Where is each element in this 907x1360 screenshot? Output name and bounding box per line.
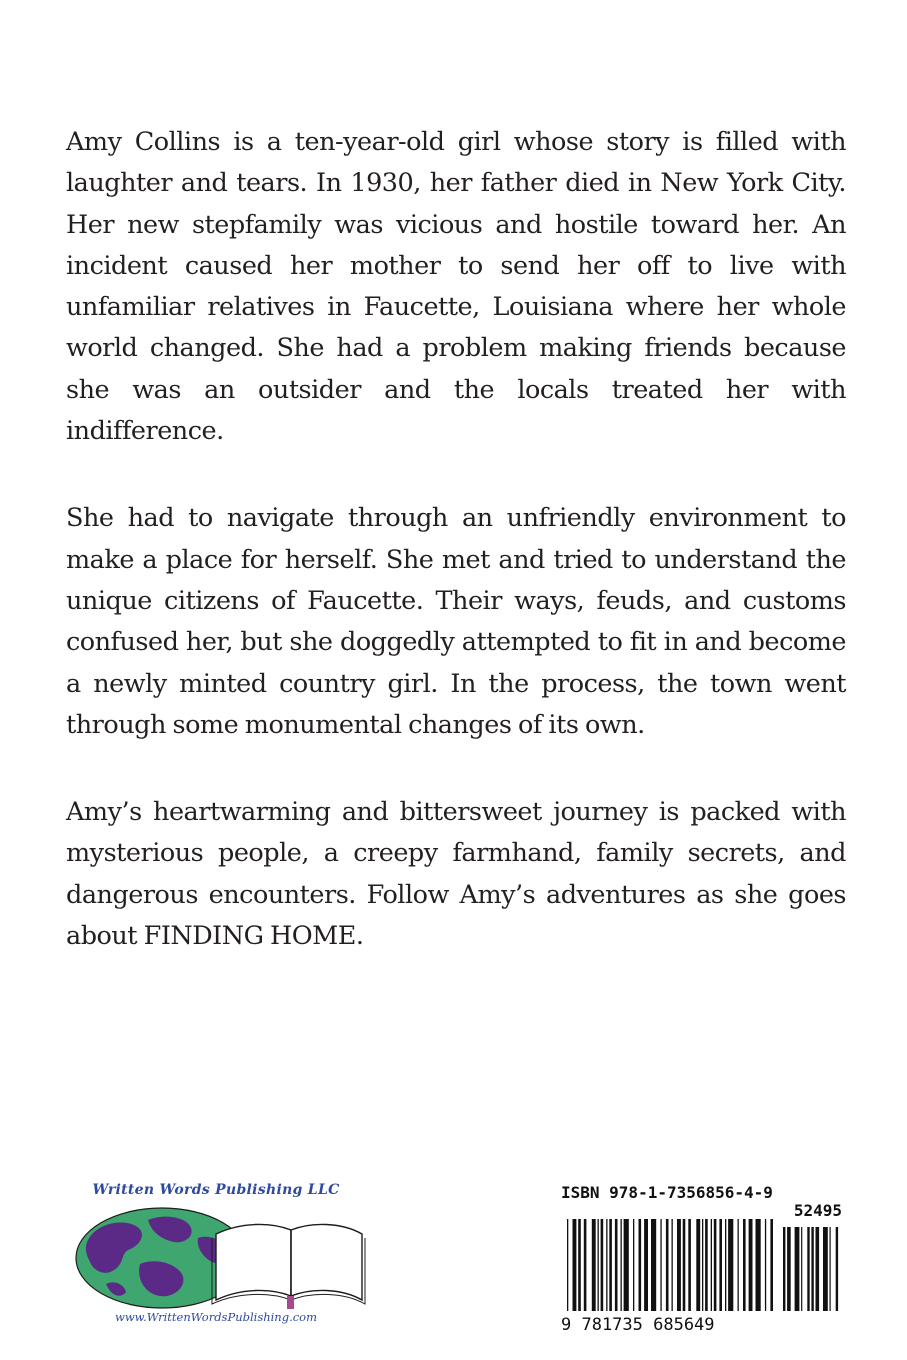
publisher-logo bbox=[66, 1182, 366, 1332]
barcode-bar bbox=[592, 1219, 596, 1311]
barcode-bar bbox=[688, 1219, 691, 1311]
blurb-paragraph-1: Amy Collins is a ten-year-old girl whose story is filled with laughter and tears. In 1930, her father died in New York City. Her new stepfamily was vicious and hostile toward her. An incident caused her mother to send her off to live with unfamiliar relatives in Faucette, Louisiana where her whole world changed. She had a problem making friends because she was an outsider and the locals treated her with indifference. bbox=[66, 127, 846, 447]
barcode-bar bbox=[651, 1219, 656, 1311]
barcode-bar bbox=[719, 1219, 722, 1311]
barcode-addon-bar bbox=[807, 1227, 809, 1311]
isbn-label: ISBN 978-1-7356856-4-9 bbox=[561, 1183, 773, 1202]
ean-digits: 9 781735 685649 bbox=[561, 1315, 715, 1335]
barcode-bar bbox=[639, 1219, 642, 1311]
barcode-addon-bar bbox=[801, 1227, 802, 1311]
publisher-name: Written Words Publishing LLC bbox=[92, 1182, 340, 1198]
barcode-bar bbox=[666, 1219, 669, 1311]
barcode-bar bbox=[567, 1219, 568, 1311]
barcode-bar bbox=[672, 1219, 673, 1311]
barcode-bar bbox=[621, 1219, 622, 1311]
barcode-bar bbox=[705, 1219, 708, 1311]
globe-and-open-book-icon bbox=[66, 1200, 366, 1310]
open-book-icon bbox=[212, 1224, 365, 1309]
barcode-bar bbox=[756, 1219, 761, 1311]
barcode-addon-bar bbox=[816, 1227, 820, 1311]
barcode-bars bbox=[561, 1219, 842, 1315]
barcode-bar bbox=[743, 1219, 746, 1311]
barcode-bar bbox=[601, 1219, 604, 1311]
barcode-bar bbox=[765, 1219, 766, 1311]
barcode-bar bbox=[615, 1219, 618, 1311]
barcode-bar bbox=[598, 1219, 599, 1311]
back-cover-blurb bbox=[66, 122, 846, 1003]
barcode-bar bbox=[702, 1219, 703, 1311]
barcode-addon-bar bbox=[787, 1227, 791, 1311]
barcode-bar bbox=[573, 1219, 577, 1311]
barcode-addon-bar bbox=[811, 1227, 813, 1311]
barcode-bar bbox=[633, 1219, 634, 1311]
isbn-barcode bbox=[561, 1181, 842, 1335]
blurb-paragraph-3: Amy’s heartwarming and bittersweet journey is packed with mysterious people, a creepy farmhand, family secrets, and dangerous encounters. Follow Amy’s adventures as she goes about FINDING HOME. bbox=[66, 797, 846, 952]
barcode-bar bbox=[578, 1219, 581, 1311]
barcode-bar bbox=[725, 1219, 726, 1311]
barcode-addon-bar bbox=[836, 1227, 838, 1311]
barcode-bar bbox=[644, 1219, 648, 1311]
publisher-website: www.WrittenWordsPublishing.com bbox=[114, 1310, 318, 1324]
barcode-bar bbox=[728, 1219, 733, 1311]
barcode-addon-bar bbox=[823, 1227, 828, 1311]
barcode-addon-bar bbox=[830, 1227, 831, 1311]
barcode-bar bbox=[660, 1219, 661, 1311]
barcode-bar bbox=[683, 1219, 686, 1311]
barcode-bar bbox=[677, 1219, 681, 1311]
price-code: 52495 bbox=[793, 1201, 842, 1220]
barcode-bar bbox=[711, 1219, 712, 1311]
barcode-bar bbox=[770, 1219, 773, 1311]
barcode-bar bbox=[606, 1219, 607, 1311]
bookmark-ribbon bbox=[287, 1296, 294, 1309]
barcode-bar bbox=[714, 1219, 717, 1311]
barcode-bar bbox=[696, 1219, 700, 1311]
barcode-bar bbox=[624, 1219, 629, 1311]
barcode-addon-bar bbox=[783, 1227, 785, 1311]
barcode-bar bbox=[738, 1219, 739, 1311]
blurb-paragraph-2: She had to navigate through an unfriendly environment to make a place for herself. She met and tried to understand the unique citizens of Faucette. Their ways, feuds, and customs confused her, but she doggedly attempted to fit in and become a newly minted country girl. In the process, the town went through some monumental changes of its own. bbox=[66, 503, 846, 740]
barcode-bar bbox=[584, 1219, 587, 1311]
barcode-bar bbox=[749, 1219, 753, 1311]
barcode-addon-bar bbox=[795, 1227, 800, 1311]
barcode-bar bbox=[609, 1219, 612, 1311]
